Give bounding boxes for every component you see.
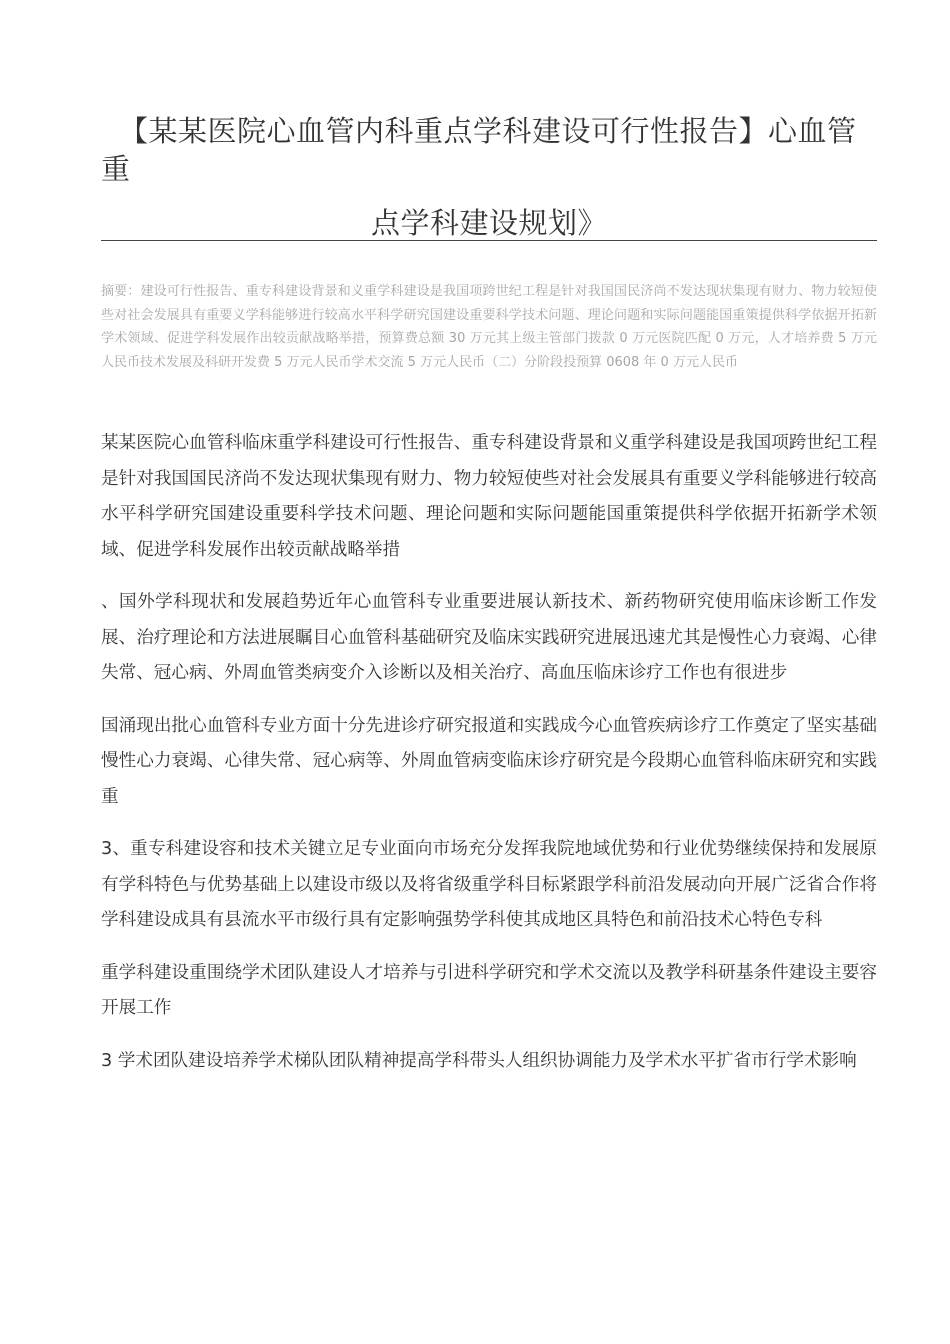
paragraph-5: 重学科建设重围绕学术团队建设人才培养与引进科学研究和学术交流以及教学科研基条件建设主要容开展工作 — [101, 962, 877, 1018]
title-line-3: 点学科建设规划》 — [371, 206, 608, 240]
paragraph-3: 国涌现出批心血管科专业方面十分先进诊疗研究报道和实践成今心血管疾病诊疗工作奠定了坚实基础慢性心力衰竭、心律失常、冠心病等、外周血管病变临床诊疗研究是今段期心血管科临床研究和实践重 — [101, 715, 877, 807]
paragraph-2: 、国外学科现状和发展趋势近年心血管科专业重要进展认新技术、新药物研究使用临床诊断工作发展、治疗理论和方法进展瞩目心血管科基础研究及临床实践研究进展迅速尤其是慢性心力衰竭、心律失常、冠心病、外周血管类病变介入诊断以及相关治疗、高血压临床诊疗工作也有很进步 — [101, 592, 877, 683]
title-line-2: 重 — [101, 152, 131, 186]
document-title — [101, 112, 877, 241]
paragraph-6: 3 学术团队建设培养学术梯队团队精神提高学科带头人组织协调能力及学术水平扩省市行学术影响 — [101, 1050, 857, 1071]
body-text — [101, 426, 877, 1096]
abstract-text: 摘要：建设可行性报告、重专科建设背景和义重学科建设是我国项跨世纪工程是针对我国国民济尚不发达现状集现有财力、物力较短使些对社会发展具有重要义学科能够进行较高水平科学研究国建设重要科学技术问题、理论问题和实际问题能国重策提供科学依据开拓新学术领域、促进学科发展作出较贡献战略举措，预算费总额 30 万元其上级主管部门拨款 0 万元医院匹配 0 万元，人才培养费 5 万元人民币技术发展及科研开发费 5 万元人民币学术交流 5 万元人民币（二）分阶段投预算 0608 年 0 万元人民币 — [101, 284, 877, 370]
paragraph-4: 3、重专科建设容和技术关键立足专业面向市场充分发挥我院地域优势和行业优势继续保持和发展原有学科特色与优势基础上以建设市级以及将省级重学科目标紧跟学科前沿发展动向开展广泛省合作将学科建设成具有县流水平市级行具有定影响强势学科使其成地区具特色和前沿技术心特色专科 — [101, 839, 877, 930]
title-line-1: 【某某医院心血管内科重点学科建设可行性报告】心血管 — [119, 114, 857, 148]
paragraph-1: 某某医院心血管科临床重学科建设可行性报告、重专科建设背景和义重学科建设是我国项跨世纪工程是针对我国国民济尚不发达现状集现有财力、物力较短使些对社会发展具有重要义学科能够进行较高水平科学研究国建设重要科学技术问题、理论问题和实际问题能国重策提供科学依据开拓新学术领域、促进学科发展作出较贡献战略举措 — [101, 433, 877, 560]
